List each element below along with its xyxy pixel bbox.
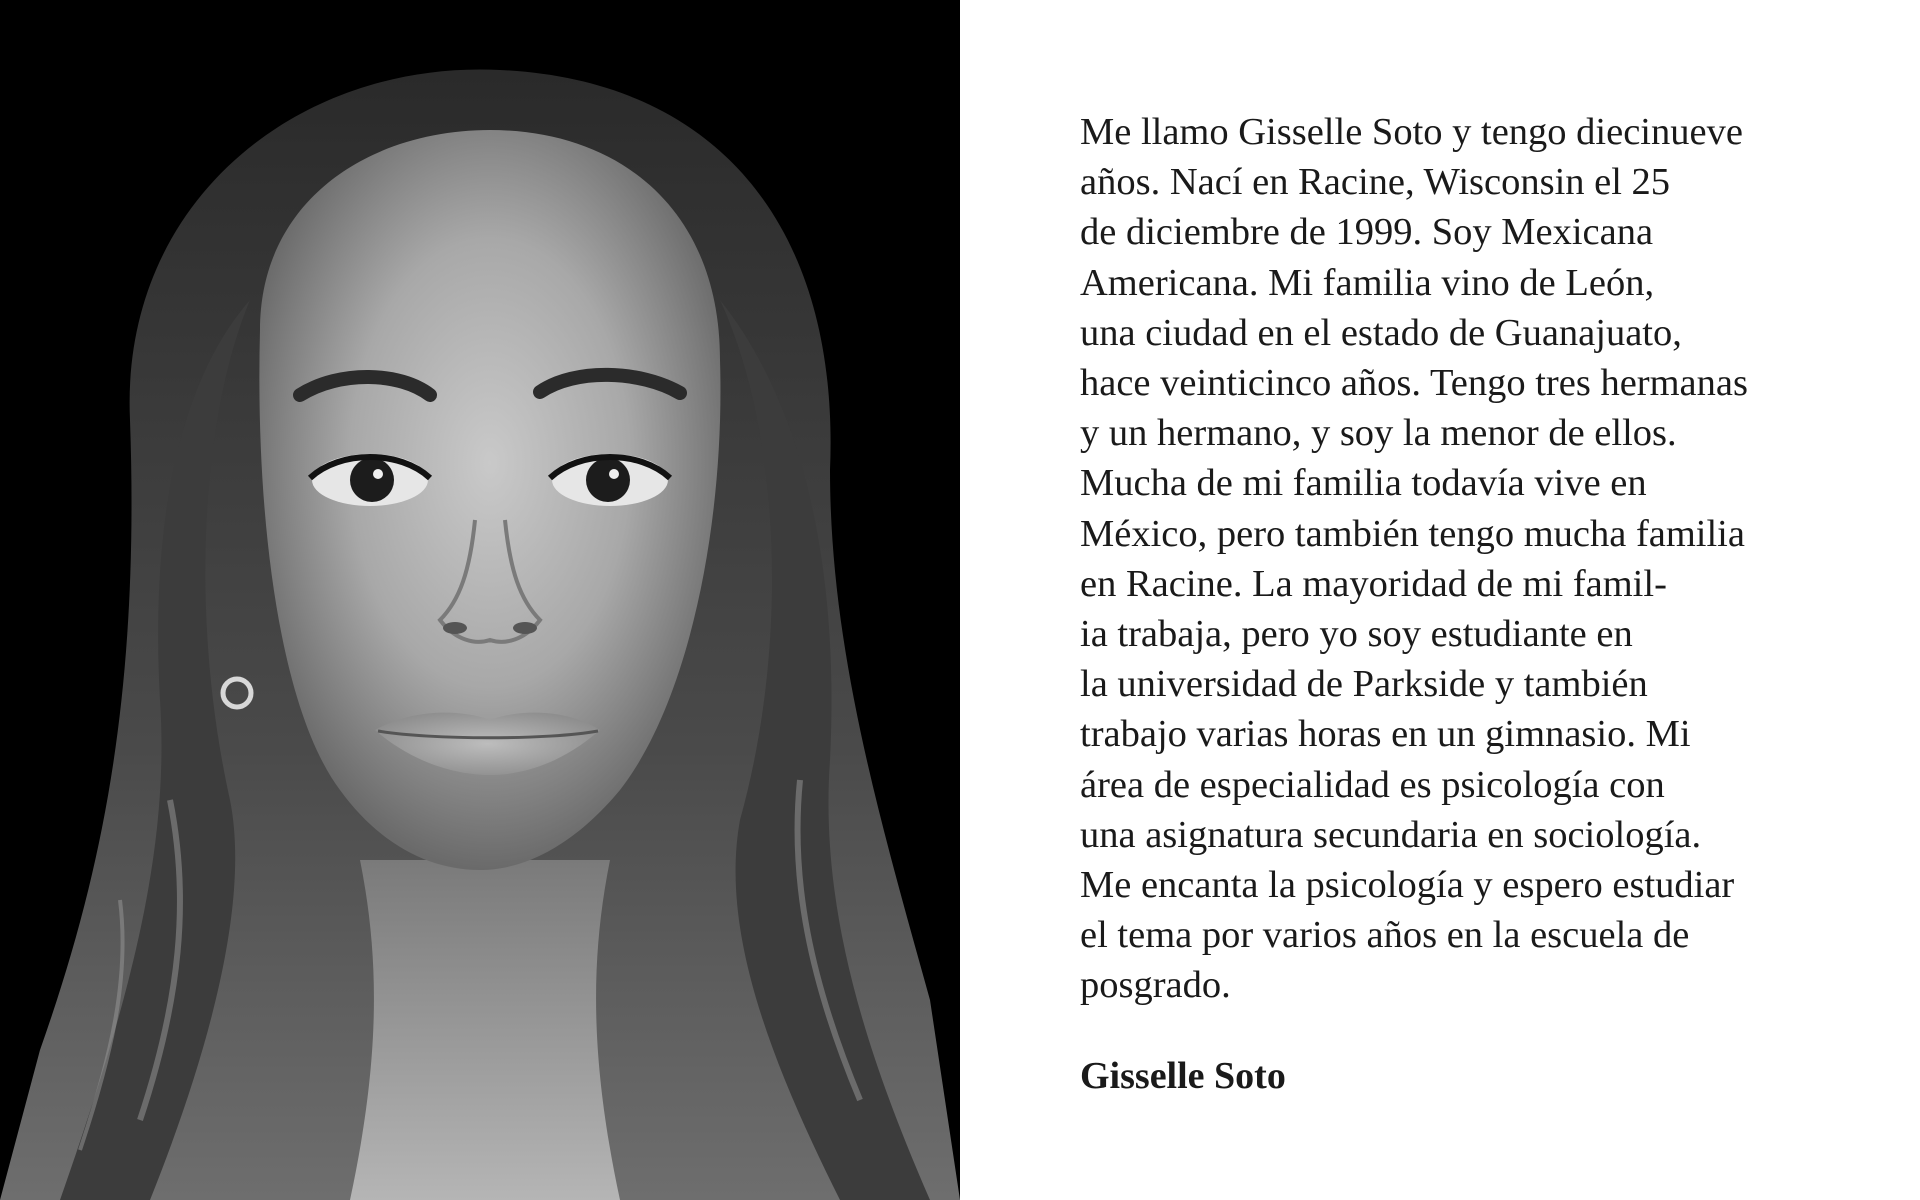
bio-line: en Racine. La mayoridad de mi famil- bbox=[1080, 562, 1667, 605]
bio-line: Me encanta la psicología y espero estudiar bbox=[1080, 864, 1735, 907]
bio-line: de diciembre de 1999. Soy Mexicana bbox=[1080, 211, 1654, 254]
bio-line: hace veinticinco años. Tengo tres hermanas bbox=[1080, 362, 1748, 405]
bio-line: una asignatura secundaria en sociología. bbox=[1080, 813, 1702, 856]
bio-line: México, pero también tengo mucha familia bbox=[1080, 512, 1745, 555]
bio-line: años. Nací en Racine, Wisconsin el 25 bbox=[1080, 161, 1671, 204]
bio-line: Mucha de mi familia todavía vive en bbox=[1080, 462, 1647, 505]
bio-line: la universidad de Parkside y también bbox=[1080, 663, 1648, 706]
bio-line: el tema por varios años en la escuela de bbox=[1080, 914, 1690, 957]
bio-line: Me llamo Gisselle Soto y tengo diecinueve bbox=[1080, 111, 1743, 153]
signature-name: Gisselle Soto bbox=[1080, 1055, 1286, 1097]
bio-line: posgrado. bbox=[1080, 964, 1231, 1007]
bio-paragraph bbox=[1080, 107, 1820, 1011]
bio-line: ia trabaja, pero yo soy estudiante en bbox=[1080, 613, 1633, 656]
bio-line: y un hermano, y soy la menor de ellos. bbox=[1080, 412, 1677, 455]
bio-line: una ciudad en el estado de Guanajuato, bbox=[1080, 311, 1682, 354]
bio-line: Americana. Mi familia vino de León, bbox=[1080, 261, 1655, 304]
text-panel bbox=[960, 0, 1920, 1200]
bio-line: trabajo varias horas en un gimnasio. Mi bbox=[1080, 713, 1691, 756]
bio-line: área de especialidad es psicología con bbox=[1080, 763, 1665, 806]
